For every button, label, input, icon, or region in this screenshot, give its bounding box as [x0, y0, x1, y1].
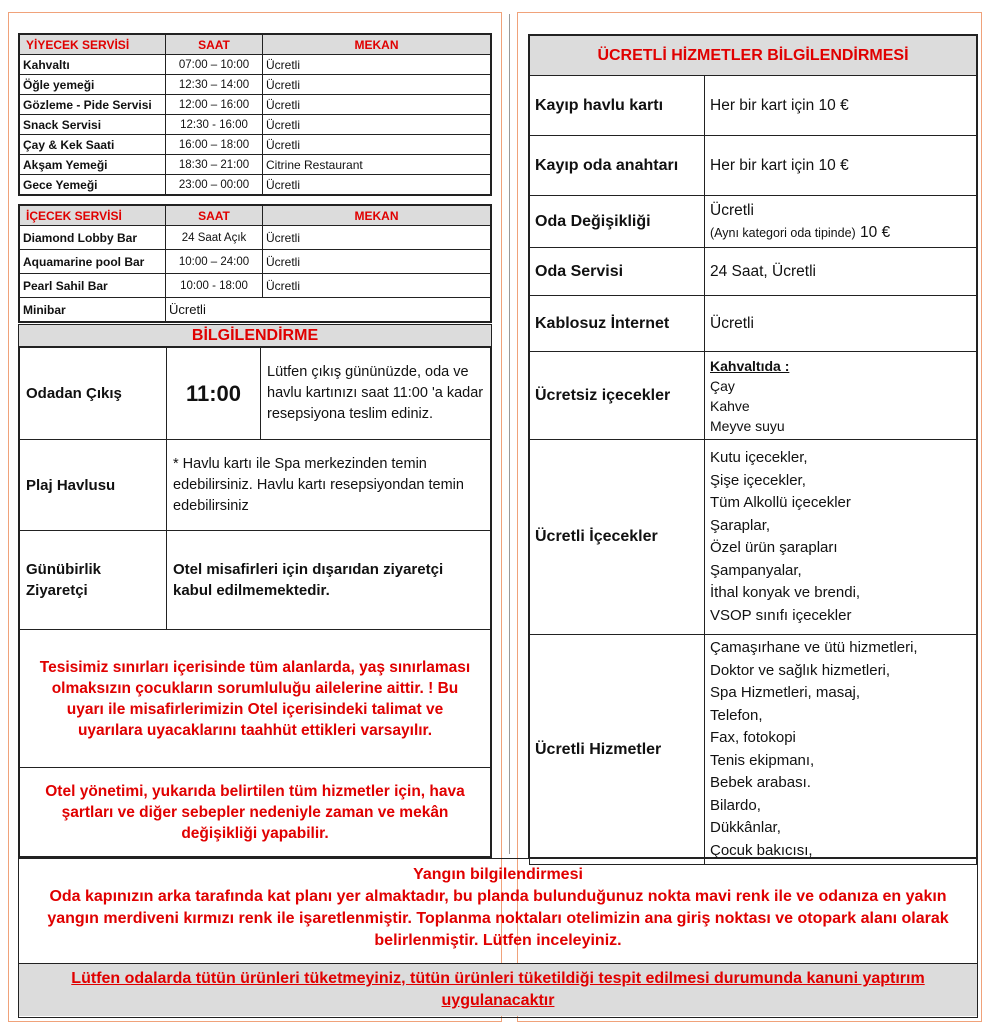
food-place: Citrine Restaurant — [263, 155, 491, 175]
food-name: Çay & Kek Saati — [20, 135, 166, 155]
table-row — [20, 226, 491, 250]
table-row — [20, 175, 491, 195]
food-time: 07:00 – 10:00 — [166, 55, 263, 75]
paid-drinks-cell — [705, 440, 977, 635]
table-row — [530, 248, 977, 296]
drink-place: Ücretli — [263, 250, 491, 274]
list-item: Çay — [710, 377, 735, 394]
free-drinks-cell — [705, 352, 977, 440]
food-name: Gözleme - Pide Servisi — [20, 95, 166, 115]
list-item: Bebek arabası. — [710, 774, 811, 791]
food-place: Ücretli — [263, 55, 491, 75]
paid-services-table — [528, 34, 978, 858]
food-name: Gece Yemeği — [20, 175, 166, 195]
minibar-name: Minibar — [20, 298, 166, 322]
food-time: 23:00 – 00:00 — [166, 175, 263, 195]
room-service-value: 24 Saat, Ücretli — [705, 248, 977, 296]
list-item: Dükkânlar, — [710, 819, 781, 836]
food-header-service: YİYECEK SERVİSİ — [20, 35, 166, 55]
drink-time: 24 Saat Açık — [166, 226, 263, 250]
drink-header-service: İÇECEK SERVİSİ — [20, 206, 166, 226]
list-item: İthal konyak ve brendi, — [710, 584, 861, 601]
food-time: 16:00 – 18:00 — [166, 135, 263, 155]
list-item: Şaraplar, — [710, 516, 771, 534]
table-row — [20, 55, 491, 75]
food-place: Ücretli — [263, 95, 491, 115]
visitor-text: Otel misafirleri için dışarıdan ziyaretçi kabul edilmemektedir. — [167, 531, 491, 630]
list-item: Doktor ve sağlık hizmetleri, — [710, 661, 891, 679]
list-item: Bilardo, — [710, 796, 761, 814]
minibar-value: Ücretli — [166, 298, 491, 322]
info-title: BİLGİLENDİRME — [19, 325, 491, 347]
children-notice-row — [20, 630, 491, 768]
list-item: Tüm Alkollü içecekler — [710, 494, 851, 511]
room-change-value: Ücretli — [710, 201, 754, 219]
food-time: 12:30 – 14:00 — [166, 75, 263, 95]
room-key-label: Kayıp oda anahtarı — [530, 136, 705, 196]
table-row — [530, 440, 977, 635]
fire-notice — [19, 859, 977, 964]
room-change-label: Oda Değişikliği — [530, 196, 705, 248]
table-row — [20, 135, 491, 155]
room-change-detail — [710, 222, 971, 244]
list-item: Tenis ekipmanı, — [710, 751, 815, 769]
smoking-notice: Lütfen odalarda tütün ürünleri tüketmeyiniz, tütün ürünleri tüketildiği tespit edilmesi durumunda kanuni yaptırım uygulanacaktır — [19, 964, 977, 1016]
food-place: Ücretli — [263, 175, 491, 195]
paid-drinks-label: Ücretli İçecekler — [530, 440, 705, 635]
food-time: 18:30 – 21:00 — [166, 155, 263, 175]
fire-text: Oda kapınızın arka tarafında kat planı yer almaktadır, bu planda bulunduğunuz nokta mavi renk ile ve odanıza en yakın yangın merdiveni kırmızı renk ile işaretlenmiştir. Toplanma noktaları otelimizin ana giriş noktası ve otopark alanı olarak belirlenmiştir. Lütfen inceleyiniz. — [47, 888, 949, 949]
food-service-table — [18, 33, 492, 196]
table-row — [530, 136, 977, 196]
drink-time: 10:00 – 24:00 — [166, 250, 263, 274]
list-item: Kutu içecekler, — [710, 449, 808, 466]
table-row — [20, 115, 491, 135]
checkout-time: 11:00 — [167, 348, 261, 440]
drink-header-row — [20, 206, 491, 226]
drink-place: Ücretli — [263, 274, 491, 298]
drink-name: Diamond Lobby Bar — [20, 226, 166, 250]
paid-services-label: Ücretli Hizmetler — [530, 635, 705, 865]
children-notice: Tesisimiz sınırları içerisinde tüm alanlarda, yaş sınırlaması olmaksızın çocukların sorumluluğu ailelerine aittir. ! Bu uyarı ile misafirlerimizin Otel içerisindeki talimat ve uyarılara uyacaklarını taahhüt ettikleri varsayılır. — [20, 630, 491, 768]
room-key-value: Her bir kart için 10 € — [705, 136, 977, 196]
table-row — [530, 296, 977, 352]
drink-service-table — [18, 204, 492, 323]
wifi-label: Kablosuz İnternet — [530, 296, 705, 352]
list-item: VSOP sınıfı içecekler — [710, 606, 852, 624]
drink-header-place: MEKAN — [263, 206, 491, 226]
free-drinks-heading: Kahvaltıda : — [710, 357, 790, 374]
table-row — [530, 352, 977, 440]
room-service-label: Oda Servisi — [530, 248, 705, 296]
table-row — [20, 155, 491, 175]
list-item: Meyve suyu — [710, 417, 785, 434]
drink-name: Pearl Sahil Bar — [20, 274, 166, 298]
food-header-row — [20, 35, 491, 55]
drink-header-time: SAAT — [166, 206, 263, 226]
table-row — [530, 196, 977, 248]
room-change-price: 10 € — [860, 223, 891, 241]
list-item: Çamaşırhane ve ütü hizmetleri, — [710, 639, 918, 656]
info-section — [18, 324, 492, 858]
list-item: Kahve — [710, 397, 750, 414]
table-row — [20, 274, 491, 298]
food-name: Öğle yemeği — [20, 75, 166, 95]
food-header-place: MEKAN — [263, 35, 491, 55]
food-name: Akşam Yemeği — [20, 155, 166, 175]
list-item: Şişe içecekler, — [710, 471, 806, 489]
visitor-row — [20, 531, 491, 630]
drink-place: Ücretli — [263, 226, 491, 250]
list-item: Şampanyalar, — [710, 561, 802, 579]
table-row — [20, 298, 491, 322]
visitor-label: Günübirlik Ziyaretçi — [20, 531, 167, 630]
checkout-label: Odadan Çıkış — [20, 348, 167, 440]
room-change-cell — [705, 196, 977, 248]
page-divider — [509, 14, 510, 854]
list-item: Telefon, — [710, 706, 763, 724]
paid-services-cell — [705, 635, 977, 865]
list-item: Çocuk bakıcısı, — [710, 841, 813, 859]
food-name: Kahvaltı — [20, 55, 166, 75]
room-change-note: (Aynı kategori oda tipinde) — [710, 225, 856, 240]
food-name: Snack Servisi — [20, 115, 166, 135]
paid-header-row — [530, 36, 977, 76]
list-item: Spa Hizmetleri, masaj, — [710, 684, 861, 701]
food-place: Ücretli — [263, 115, 491, 135]
checkout-row — [20, 348, 491, 440]
management-notice-row — [20, 768, 491, 857]
food-time: 12:30 - 16:00 — [166, 115, 263, 135]
fire-title: Yangın bilgilendirmesi — [413, 866, 583, 883]
list-item: Fax, fotokopi — [710, 729, 796, 746]
towel-card-value: Her bir kart için 10 € — [705, 76, 977, 136]
food-header-time: SAAT — [166, 35, 263, 55]
bottom-notice-box — [18, 858, 978, 1018]
towel-card-label: Kayıp havlu kartı — [530, 76, 705, 136]
towel-row — [20, 440, 491, 531]
towel-text: * Havlu kartı ile Spa merkezinden temin edebilirsiniz. Havlu kartı resepsiyondan temin edebilirsiniz — [167, 440, 491, 531]
food-place: Ücretli — [263, 75, 491, 95]
table-row — [20, 75, 491, 95]
paid-title: ÜCRETLİ HİZMETLER BİLGİLENDİRMESİ — [530, 36, 977, 76]
management-notice: Otel yönetimi, yukarıda belirtilen tüm hizmetler için, hava şartları ve diğer sebepler nedeniyle zaman ve mekân değişikliği yapabilir. — [20, 768, 491, 857]
free-drinks-label: Ücretsiz içecekler — [530, 352, 705, 440]
table-row — [530, 76, 977, 136]
drink-name: Aquamarine pool Bar — [20, 250, 166, 274]
list-item: Özel ürün şarapları — [710, 539, 838, 556]
wifi-value: Ücretli — [705, 296, 977, 352]
table-row — [20, 250, 491, 274]
food-place: Ücretli — [263, 135, 491, 155]
table-row — [530, 635, 977, 865]
food-time: 12:00 – 16:00 — [166, 95, 263, 115]
towel-label: Plaj Havlusu — [20, 440, 167, 531]
drink-time: 10:00 - 18:00 — [166, 274, 263, 298]
checkout-text: Lütfen çıkış gününüzde, oda ve havlu kartınızı saat 11:00 'a kadar resepsiyona teslim ediniz. — [261, 348, 491, 440]
table-row — [20, 95, 491, 115]
